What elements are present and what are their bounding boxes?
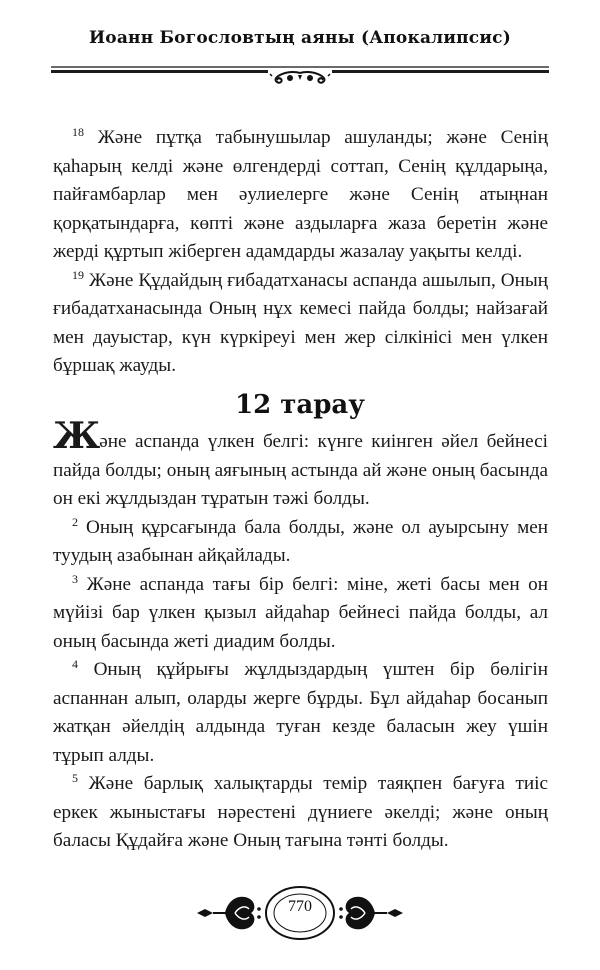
verse-number: 5 xyxy=(72,771,78,785)
verse-paragraph xyxy=(53,770,548,856)
verse-text: Және Құдайдың ғибадатханасы аспанда ашылып, Оның ғибадатханасында Оның нұх кемесі пайда болды; найзағай мен дауыстар, күн күркіреуі мен жер сілкінісі мен үлкен бұршақ жауды. xyxy=(53,269,549,376)
verse-text: Және аспанда тағы бір белгі: міне, жеті басы мен он мүйізі бар үлкен қызыл айдаһар бейнесі пайда болды, ал оның басында жеті диадим болды. xyxy=(53,573,549,652)
verse-number: 2 xyxy=(72,514,78,529)
verses-before-chapter xyxy=(53,124,548,381)
chapter-body xyxy=(53,415,549,856)
verse-paragraph xyxy=(53,571,548,657)
verse-paragraph xyxy=(53,267,548,381)
verse-paragraph xyxy=(53,656,548,770)
verse-text: Оның құйрығы жұлдыздардың үштен бір бөлігін аспаннан алып, оларды жерге бұрды. Бұл айдаһар босанып жатқан әйелдің алдында туған кезде баласын жеу үшін тұрып алды. xyxy=(53,659,548,766)
verse-text: Және пұтқа табынушылар ашуланды; және Сенің қаһарың келді және өлгендерді соттап, Сенің құлдарыңа, пайғамбарлар мен әулиелерге және Сенің атыңнан қорқатындарға, көпті және аздыларға жаза беретін және жерді құртып жіберген адамдарды жазалау уақыты келді. xyxy=(53,127,549,262)
verse-number: 4 xyxy=(72,657,78,671)
header-rule-thin xyxy=(51,66,549,68)
verse-paragraph xyxy=(53,124,548,267)
verse-text: Және барлық халықтарды темір таяқпен бағуға тиіс еркек жыныстағы нәрестені дүниеге әкелді; және оның баласы Құдайға және Оның тағына тәнті болды. xyxy=(53,773,549,851)
verse-number: 3 xyxy=(72,571,78,586)
running-title: Иоанн Богословтың аяны (Апокалипсис) xyxy=(89,28,511,48)
verse-text: әне аспанда үлкен белгі: күнге киінген әйел бейнесі пайда болды; оның аяғының астында ай және оның басында он екі жұлдыздан тұратын тәжі болды. xyxy=(53,431,548,509)
verse-number: 18 xyxy=(72,125,84,139)
verse-text: Оның құрсағында бала болды, және ол ауырсыну мен туудың азабынан айқайлады. xyxy=(53,516,548,566)
verse-paragraph xyxy=(53,514,548,571)
page-number: 770 xyxy=(288,898,312,915)
scroll-flourish-icon xyxy=(268,70,332,86)
verse-number: 19 xyxy=(72,267,84,282)
drop-cap: Ж xyxy=(53,415,100,457)
chapter-title: 12 тарау xyxy=(235,390,365,420)
verse-paragraph xyxy=(53,415,548,514)
